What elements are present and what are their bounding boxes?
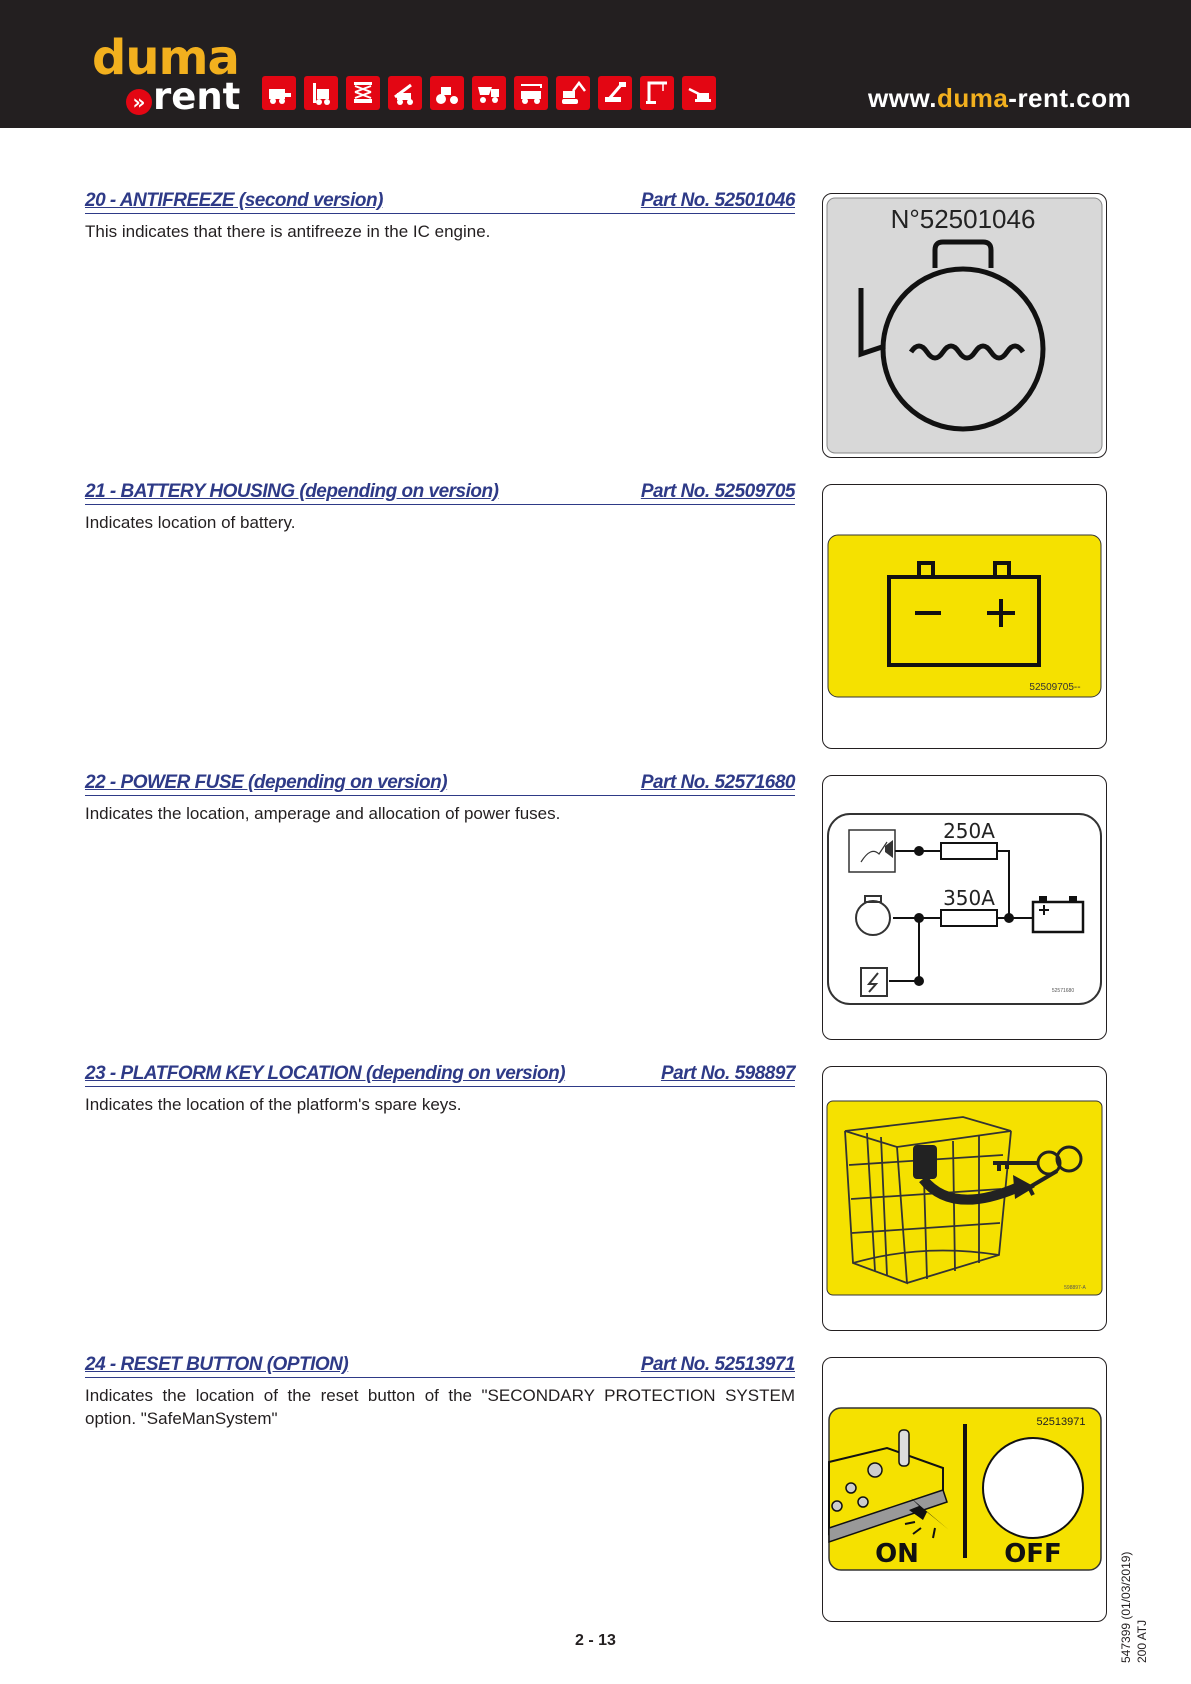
reset-on-label: ON xyxy=(875,1539,919,1569)
section-antifreeze xyxy=(85,185,795,244)
doc-ref: 547399 (01/03/2019) xyxy=(1119,1551,1133,1663)
battery-code: 52509705-- xyxy=(1029,682,1081,693)
section-heading xyxy=(85,1349,795,1378)
section-title: 20 - ANTIFREEZE (second version) xyxy=(85,190,383,211)
truck-crane-icon xyxy=(514,76,548,110)
fuse-code: 52571680 xyxy=(1051,988,1075,994)
fuse-350-label: 350A xyxy=(943,886,995,910)
section-title: 23 - PLATFORM KEY LOCATION (depending on version) xyxy=(85,1063,566,1084)
page-number: 2 - 13 xyxy=(575,1632,616,1649)
section-heading xyxy=(85,476,795,505)
excavator-icon xyxy=(556,76,590,110)
tractor-icon xyxy=(430,76,464,110)
section-heading xyxy=(85,1058,795,1087)
part-number: Part No. 598897 xyxy=(660,1063,795,1084)
skid-steer-icon xyxy=(262,76,296,110)
antifreeze-decal xyxy=(822,193,1107,458)
section-platform-key xyxy=(85,1058,795,1117)
part-number: Part No. 52501046 xyxy=(640,190,795,211)
reset-button-circle xyxy=(983,1438,1083,1538)
section-title: 21 - BATTERY HOUSING (depending on version) xyxy=(85,481,499,502)
logo-arrow-icon: » xyxy=(126,89,152,115)
section-power-fuse xyxy=(85,767,795,826)
mini-dumper-icon xyxy=(472,76,506,110)
plate-compactor-icon xyxy=(682,76,716,110)
section-description: Indicates location of battery. xyxy=(85,513,296,532)
fuse-250-label: 250A xyxy=(943,819,995,843)
forklift-icon xyxy=(304,76,338,110)
section-description: Indicates the location of the reset button of the "SECONDARY PROTECTION SYSTEM option. "SafeManSystem" xyxy=(85,1386,795,1428)
section-reset-button xyxy=(85,1349,795,1430)
power-fuse-decal xyxy=(822,775,1107,1040)
scissor-lift-icon xyxy=(346,76,380,110)
telehandler-icon xyxy=(388,76,422,110)
page-header xyxy=(0,0,1191,128)
section-description: This indicates that there is antifreeze in the IC engine. xyxy=(85,222,491,241)
section-title: 22 - POWER FUSE (depending on version) xyxy=(85,772,448,793)
model-ref: 200 ATJ xyxy=(1135,1619,1149,1663)
reset-code: 52513971 xyxy=(1036,1416,1086,1428)
battery-decal xyxy=(822,484,1107,749)
section-description: Indicates the location, amperage and allocation of power fuses. xyxy=(85,804,561,823)
part-number: Part No. 52513971 xyxy=(640,1354,795,1375)
antifreeze-code: N°52501046 xyxy=(890,204,1036,234)
section-description: Indicates the location of the platform's spare keys. xyxy=(85,1095,462,1114)
section-heading xyxy=(85,185,795,214)
reset-button-decal xyxy=(822,1357,1107,1622)
logo-duma: duma xyxy=(92,30,239,86)
website-url[interactable]: www.duma-rent.com xyxy=(868,83,1132,113)
key-code: 598897-A xyxy=(1064,1285,1086,1291)
section-title: 24 - RESET BUTTON (OPTION) xyxy=(85,1354,349,1375)
platform-key-decal xyxy=(822,1066,1107,1331)
crane-icon xyxy=(640,76,674,110)
reset-off-label: OFF xyxy=(1004,1539,1062,1569)
part-number: Part No. 52509705 xyxy=(640,481,795,502)
boom-lift-icon xyxy=(598,76,632,110)
section-heading xyxy=(85,767,795,796)
machine-icons xyxy=(262,76,716,110)
logo-rent: rent xyxy=(153,75,241,118)
part-number: Part No. 52571680 xyxy=(640,772,795,793)
section-battery-housing xyxy=(85,476,795,535)
